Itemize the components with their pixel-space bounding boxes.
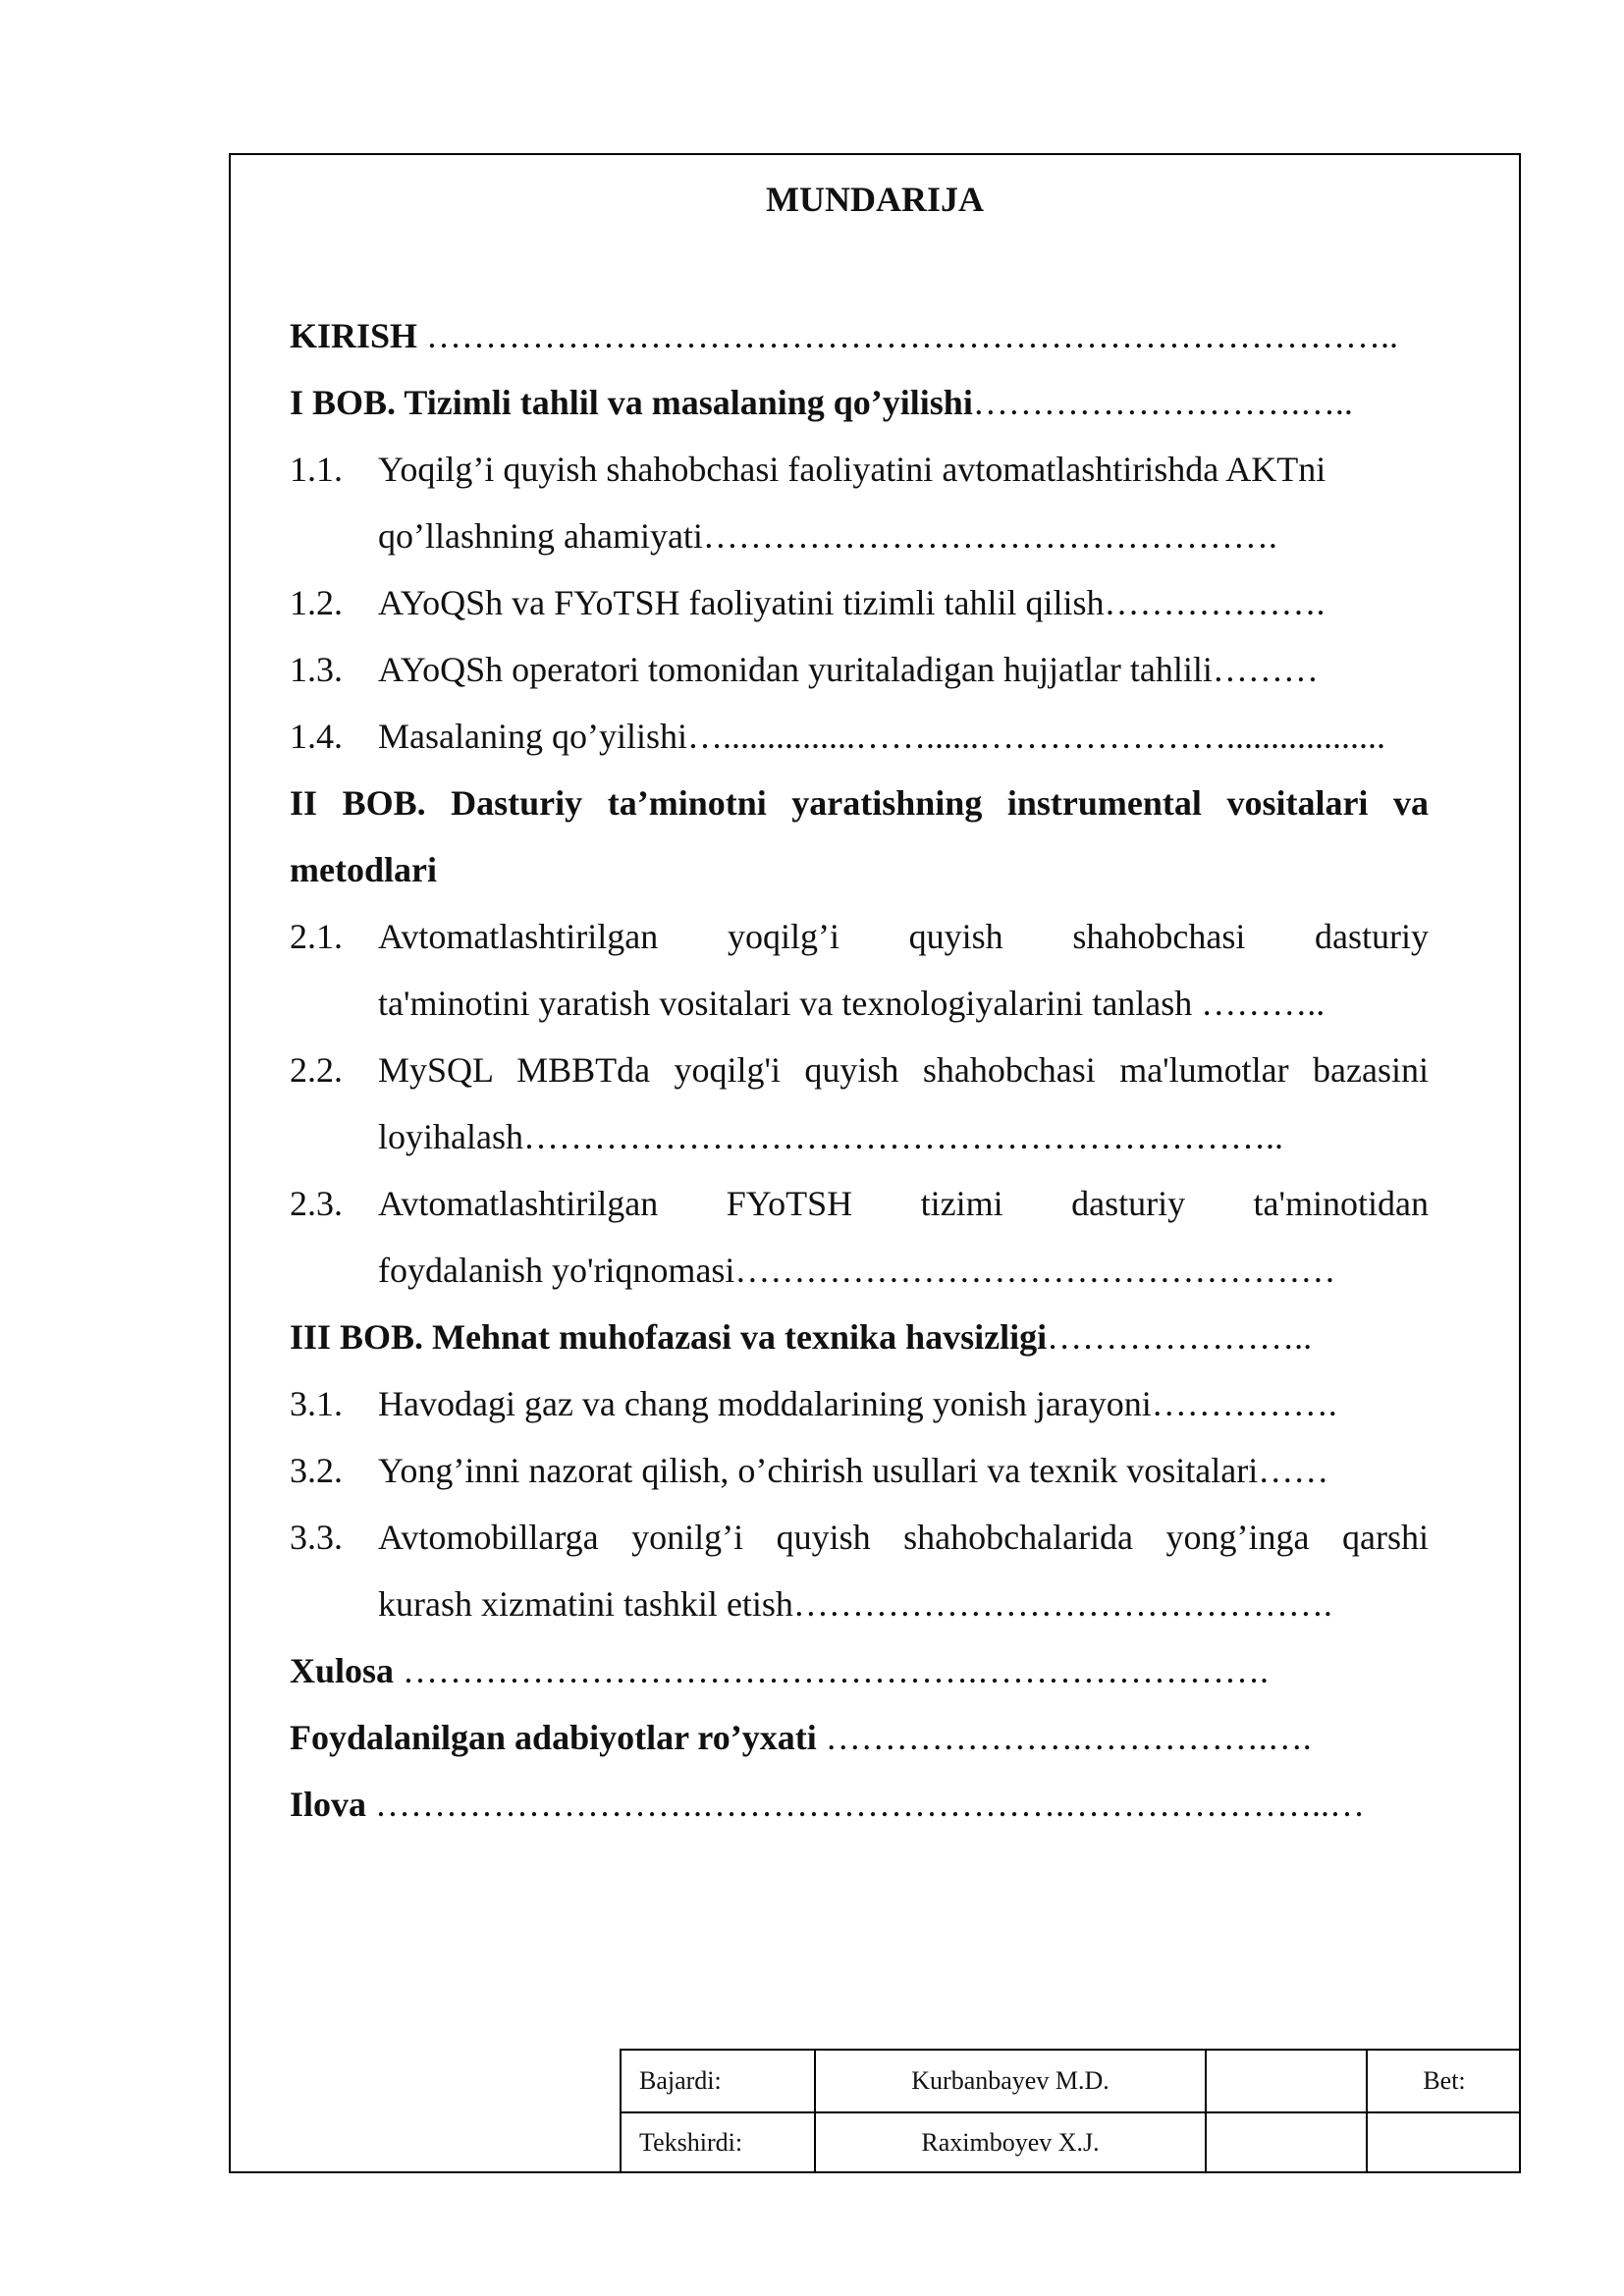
toc-text: Avtomatlashtirilgan FYoTSH tizimi dasturiy ta'minotidan bbox=[378, 1184, 1429, 1223]
toc-number: 1.2. bbox=[290, 583, 343, 622]
stamp-page-number bbox=[1367, 2112, 1521, 2174]
stamp-bet-label: Bet: bbox=[1367, 2050, 1521, 2112]
stamp-bajardi-name: Kurbanbayev M.D. bbox=[815, 2050, 1206, 2112]
toc-text: kurash xizmatini tashkil etish………………………………………. bbox=[378, 1584, 1332, 1624]
stamp-tekshirdi-name: Raximboyev X.J. bbox=[815, 2112, 1206, 2174]
toc-text: Havodagi gaz va chang moddalarining yonish jarayoni……………. bbox=[378, 1384, 1337, 1423]
toc-number: 1.3. bbox=[290, 650, 343, 689]
toc-text: foydalanish yo'riqnomasi…………………………………………… bbox=[378, 1251, 1336, 1290]
stamp-bajardi-label: Bajardi: bbox=[621, 2050, 815, 2112]
stamp-empty-cell bbox=[1206, 2112, 1367, 2174]
toc-number: 2.1. bbox=[290, 917, 343, 956]
toc-number: 3.3. bbox=[290, 1518, 343, 1557]
page-title: MUNDARIJA bbox=[766, 180, 984, 219]
toc-dots: ……………………….….. bbox=[972, 383, 1353, 422]
toc-xulosa bbox=[290, 1637, 1429, 1704]
toc-2-3 bbox=[290, 1170, 1429, 1304]
toc-text: MySQL MBBTda yoqilg'i quyish shahobchasi ma'lumotlar bazasini bbox=[378, 1050, 1429, 1090]
toc-ilova-title: Ilova bbox=[290, 1785, 367, 1824]
toc-number: 3.1. bbox=[290, 1384, 343, 1423]
toc-3-2 bbox=[290, 1437, 1429, 1504]
toc-bob2-title: II BOB. Dasturiy ta’minotni yaratishning instrumental vositalari va bbox=[290, 783, 1429, 823]
toc-2-2 bbox=[290, 1037, 1429, 1170]
toc-3-3 bbox=[290, 1504, 1429, 1637]
stamp-row-bajardi bbox=[621, 2050, 1521, 2112]
toc-text: loyihalash……………………………………………………….. bbox=[378, 1117, 1283, 1156]
toc-text: AYoQSh va FYoTSH faoliyatini tizimli tahlil qilish………………. bbox=[378, 583, 1326, 622]
toc-dots: ………………….…………….…. bbox=[816, 1718, 1312, 1757]
toc-number: 3.2. bbox=[290, 1451, 343, 1490]
toc-text: qo’llashning ahamiyati…………………………………………. bbox=[378, 516, 1277, 556]
toc-text: Yoqilg’i quyish shahobchasi faoliyatini avtomatlashtirishda AKTni bbox=[378, 450, 1326, 489]
toc-text: AYoQSh operatori tomonidan yuritaladigan hujjatlar tahlili……… bbox=[378, 650, 1319, 689]
toc-dots: ………………….. bbox=[1047, 1317, 1313, 1357]
toc-adabiyot-title: Foydalanilgan adabiyotlar ro’yxati bbox=[290, 1718, 817, 1757]
toc-bob3-title: III BOB. Mehnat muhofazasi va texnika havsizligi bbox=[290, 1317, 1048, 1357]
stamp-row-tekshirdi bbox=[621, 2112, 1521, 2174]
toc-kirish bbox=[290, 302, 1429, 369]
toc-number: 1.1. bbox=[290, 450, 343, 489]
toc-1-1 bbox=[290, 436, 1429, 569]
toc-2-1 bbox=[290, 903, 1429, 1037]
toc-3-1 bbox=[290, 1370, 1429, 1437]
stamp-empty-cell bbox=[1206, 2050, 1367, 2112]
page-frame bbox=[229, 153, 1521, 2173]
toc-bob1 bbox=[290, 369, 1429, 436]
toc-bob2-title-cont: metodlari bbox=[290, 850, 437, 889]
toc-text: ta'minotini yaratish vositalari va texnologiyalarini tanlash ……….. bbox=[378, 984, 1326, 1023]
toc-text: Masalaning qo’yilishi…...............……......………………….................. bbox=[378, 717, 1385, 756]
toc-number: 1.4. bbox=[290, 717, 343, 756]
toc-text: Avtomatlashtirilgan yoqilg’i quyish shahobchasi dasturiy bbox=[378, 917, 1429, 956]
toc-dots: ……………………….………………………….…………………..… bbox=[366, 1785, 1366, 1824]
toc-bob3 bbox=[290, 1304, 1429, 1370]
toc-text: Avtomobillarga yonilg’i quyish shahobchalarida yong’inga qarshi bbox=[378, 1518, 1429, 1557]
table-of-contents bbox=[290, 302, 1429, 1838]
toc-1-4 bbox=[290, 703, 1429, 770]
title-block-stamp bbox=[620, 2049, 1521, 2173]
toc-kirish-title: KIRISH bbox=[290, 316, 418, 355]
toc-bob2 bbox=[290, 770, 1429, 903]
toc-number: 2.3. bbox=[290, 1184, 343, 1223]
toc-ilova bbox=[290, 1771, 1429, 1838]
toc-xulosa-title: Xulosa bbox=[290, 1651, 395, 1690]
toc-bob1-title: I BOB. Tizimli tahlil va masalaning qo’yilishi bbox=[290, 383, 973, 422]
toc-dots: ………………………………………….……………………. bbox=[394, 1651, 1270, 1690]
toc-dots: ……………………………………………………………………….. bbox=[417, 316, 1399, 355]
toc-adabiyot bbox=[290, 1704, 1429, 1771]
stamp-tekshirdi-label: Tekshirdi: bbox=[621, 2112, 815, 2174]
toc-number: 2.2. bbox=[290, 1050, 343, 1090]
toc-1-3 bbox=[290, 636, 1429, 703]
toc-1-2 bbox=[290, 569, 1429, 636]
toc-text: Yong’inni nazorat qilish, o’chirish usullari va texnik vositalari…… bbox=[378, 1451, 1329, 1490]
